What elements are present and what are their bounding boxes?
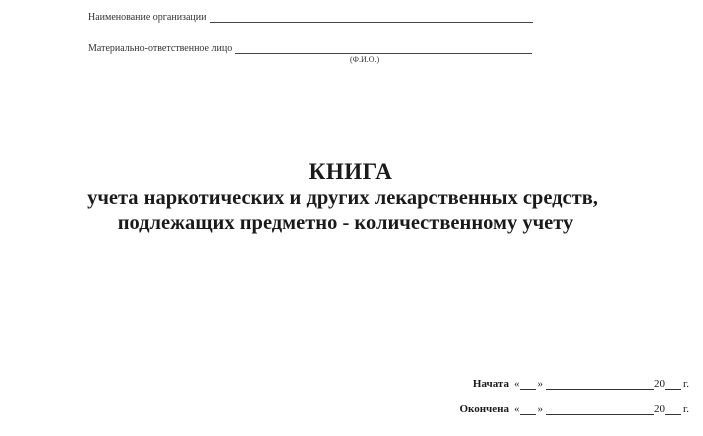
responsible-person-field <box>88 43 532 54</box>
organization-label: Наименование организации <box>88 12 207 23</box>
title-line-2: подлежащих предметно - количественному учету <box>117 212 574 234</box>
responsible-person-blank-line <box>235 44 532 54</box>
day-blank <box>520 381 536 390</box>
year-prefix: 20 <box>653 378 665 390</box>
organization-field <box>88 12 533 23</box>
day-blank <box>520 406 536 415</box>
year-suffix: г. <box>682 403 689 415</box>
organization-blank-line <box>210 13 533 23</box>
title-main: КНИГА <box>308 159 393 184</box>
book-title <box>0 158 703 236</box>
year-prefix: 20 <box>653 403 665 415</box>
responsible-person-label: Материально-ответственное лицо <box>88 43 233 54</box>
year-blank <box>665 406 681 415</box>
finished-label: Окончена <box>459 403 509 415</box>
quote-open: « <box>513 403 520 415</box>
fio-caption: (Ф.И.О.) <box>350 55 380 64</box>
year-blank <box>665 381 681 390</box>
year-suffix: г. <box>682 378 689 390</box>
quote-close: » <box>537 378 543 390</box>
quote-open: « <box>513 378 520 390</box>
finished-date-row <box>459 403 689 415</box>
started-date-row <box>473 378 689 390</box>
quote-close: » <box>537 403 543 415</box>
month-blank <box>546 406 654 415</box>
title-line-1: учета наркотических и других лекарственных средств, <box>87 187 598 209</box>
month-blank <box>546 381 654 390</box>
started-label: Начата <box>472 378 509 390</box>
